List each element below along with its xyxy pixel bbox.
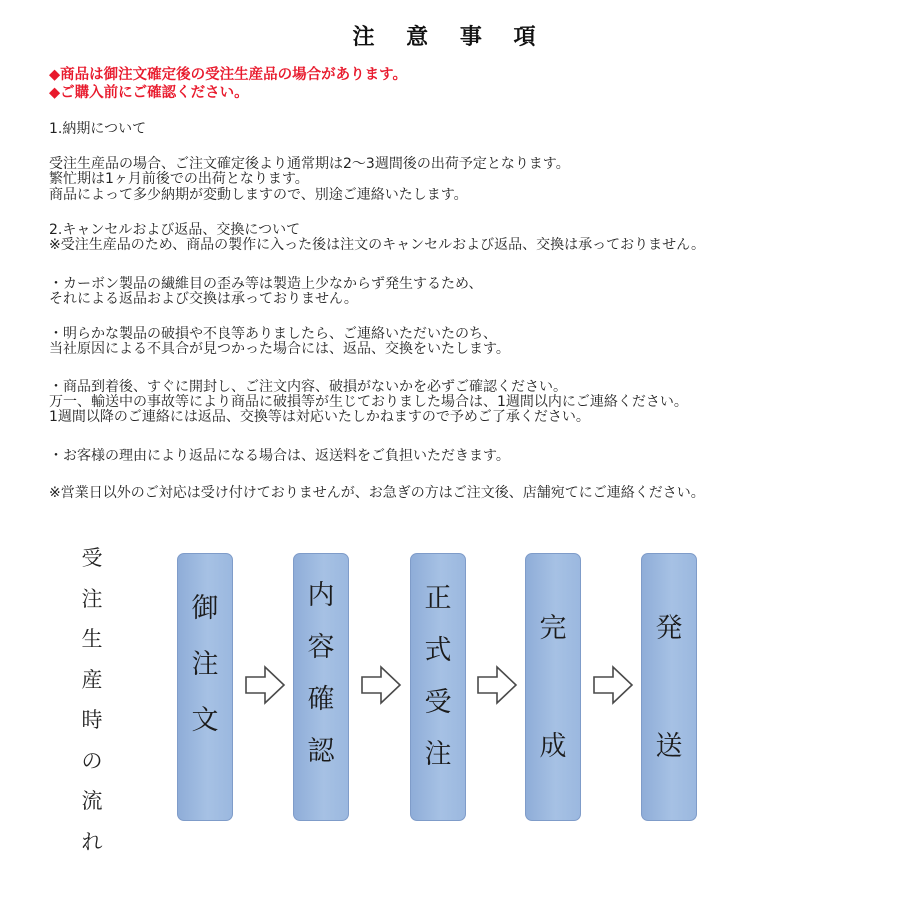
flow-title-char: 生	[81, 627, 103, 651]
flow-step-char: 文	[191, 705, 219, 736]
section2-heading: 2.キャンセルおよび返品、交換について	[49, 222, 301, 238]
flow-step-char: 正	[424, 583, 452, 614]
warning-confirm-before-purchase: ◆ご購入前にご確認ください。	[49, 85, 249, 101]
carbon-note-line-2: それによる返品および交換は承っておりません。	[49, 291, 358, 307]
customer-return-note: ・お客様の理由により返品になる場合は、返送料をご負担いただきます。	[49, 448, 510, 464]
flow-title-char: 受	[81, 546, 103, 570]
section1-line-1: 受注生産品の場合、ご注文確定後より通常期は2～3週間後の出荷予定となります。	[49, 156, 570, 172]
flow-step-char: 式	[424, 635, 452, 666]
outline-right-arrow-icon	[591, 663, 635, 707]
arrival-note-line-3: 1週間以降のご連絡には返品、交換等は対応いたしかねますので予めご了承ください。	[49, 409, 590, 425]
flow-step-char: 確	[307, 684, 335, 715]
flow-title-char: 流	[81, 789, 103, 813]
flow-step-char: 容	[307, 632, 335, 663]
flow-step-char: 成	[539, 731, 567, 762]
flow-step-official-order	[410, 553, 466, 821]
outline-right-arrow-icon	[475, 663, 519, 707]
flow-step-char: 内	[307, 580, 335, 611]
arrival-note-line-1: ・商品到着後、すぐに開封し、ご注文内容、破損がないかを必ずご確認ください。	[49, 379, 567, 395]
section1-heading: 1.納期について	[49, 121, 147, 137]
flow-step-content-check	[293, 553, 349, 821]
flow-title-char: 注	[81, 586, 103, 611]
outline-right-arrow-icon	[243, 663, 287, 707]
carbon-note-line-1: ・カーボン製品の繊維目の歪み等は製造上少なからず発生するため、	[49, 276, 483, 292]
flow-step-shipping	[641, 553, 697, 821]
section1-line-3: 商品によって多少納期が変動しますので、別途ご連絡いたします。	[49, 187, 468, 203]
damage-note-line-2: 当社原因による不具合が見つかった場合には、返品、交換をいたします。	[49, 341, 510, 357]
flow-title-char: の	[81, 748, 103, 773]
flow-vertical-title	[78, 538, 106, 862]
flow-title-char: 時	[81, 708, 103, 732]
flow-step-completion	[525, 553, 581, 821]
flow-title-char: れ	[81, 829, 103, 854]
section1-line-2: 繁忙期は1ヶ月前後での出荷となります。	[49, 171, 309, 187]
flow-step-char: 注	[424, 739, 452, 770]
flow-step-order	[177, 553, 233, 821]
outline-right-arrow-icon	[359, 663, 403, 707]
flow-step-char: 注	[191, 649, 219, 680]
section2-line: ※受注生産品のため、商品の製作に入った後は注文のキャンセルおよび返品、交換は承っておりません。	[49, 237, 706, 253]
flow-step-char: 御	[191, 593, 219, 624]
flow-title-char: 産	[81, 667, 103, 692]
business-days-note: ※営業日以外のご対応は受け付けておりませんが、お急ぎの方はご注文後、店舗宛てにご連絡ください。	[49, 485, 705, 501]
page-title: 注 意 事 項	[352, 25, 548, 50]
damage-note-line-1: ・明らかな製品の破損や不良等ありましたら、ご連絡いただいたのち、	[49, 326, 497, 342]
flow-step-char: 発	[655, 613, 683, 644]
warning-made-to-order: ◆商品は御注文確定後の受注生産品の場合があります。	[49, 67, 407, 83]
flow-step-char: 完	[539, 613, 567, 644]
flow-step-char: 認	[307, 736, 335, 767]
flow-step-char: 送	[655, 731, 683, 762]
arrival-note-line-2: 万一、輸送中の事故等により商品に破損等が生じておりました場合は、1週間以内にご連絡ください。	[49, 394, 688, 410]
flow-step-char: 受	[424, 687, 452, 718]
